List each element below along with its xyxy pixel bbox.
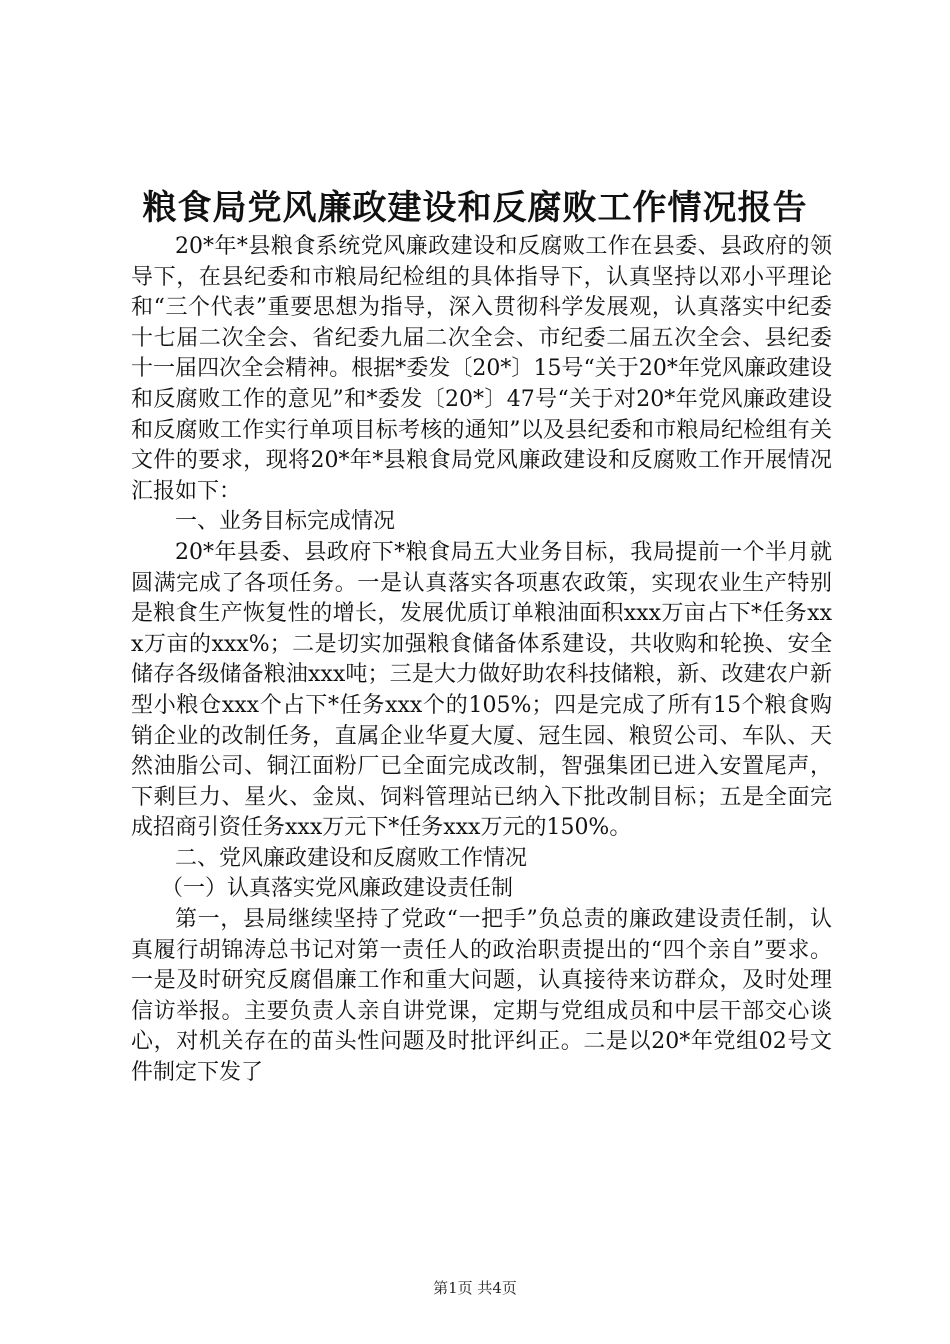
page-footer: 第1页 共4页 bbox=[433, 1279, 517, 1297]
document-body bbox=[131, 232, 832, 1089]
document-title: 粮食局党风廉政建设和反腐败工作情况报告 bbox=[142, 188, 808, 228]
section-heading-business-goals: 一、业务目标完成情况 bbox=[175, 509, 396, 535]
subsection-heading-responsibility: （一）认真落实党风廉政建设责任制 bbox=[161, 876, 514, 902]
business-goals-paragraph: 20*年县委、县政府下*粮食局五大业务目标，我局提前一个半月就圆满完成了各项任务。一是认真落实各项惠农政策，实现农业生产特别是粮食生产恢复性的增长，发展优质订单粮油面积xxx万亩占下*任务xxx万亩的xxx%；二是切实加强粮食储备体系建设，共收购和轮换、安全储存各级储备粮油xxx吨；三是大力做好助农科技储粮，新、改建农户新型小粮仓xxx个占下*任务xxx个的105%；四是完成了所有15个粮食购销企业的改制任务，直属企业华夏大厦、冠生园、粮贸公司、车队、天然油脂公司、铜江面粉厂已全面完成改制，智强集团已进入安置尾声，下剩巨力、星火、金岚、饲料管理站已纳入下批改制目标；五是全面完成招商引资任务xxx万元下*任务xxx万元的150%。 bbox=[131, 539, 832, 841]
responsibility-paragraph: 第一，县局继续坚持了党政“一把手”负总责的廉政建设责任制，认真履行胡锦涛总书记对第一责任人的政治职责提出的“四个亲自”要求。一是及时研究反腐倡廉工作和重大问题，认真接待来访群众，及时处理信访举报。主要负责人亲自讲党课，定期与党组成员和中层干部交心谈心，对机关存在的苗头性问题及时批评纠正。二是以20*年党组02号文件制定下发了 bbox=[131, 907, 832, 1086]
intro-paragraph: 20*年*县粮食系统党风廉政建设和反腐败工作在县委、县政府的领导下，在县纪委和市粮局纪检组的具体指导下，认真坚持以邓小平理论和“三个代表”重要思想为指导，深入贯彻科学发展观，认真落实中纪委十七届二次全会、省纪委九届二次全会、市纪委二届五次全会、县纪委十一届四次全会精神。根据*委发〔20*〕15号“关于20*年党风廉政建设和反腐败工作的意见”和*委发〔20*〕47号“关于对20*年党风廉政建设和反腐败工作实行单项目标考核的通知”以及县纪委和市粮局纪检组有关文件的要求，现将20*年*县粮食局党风廉政建设和反腐败工作开展情况汇报如下： bbox=[131, 234, 832, 504]
section-heading-anticorruption: 二、党风廉政建设和反腐败工作情况 bbox=[175, 845, 528, 871]
